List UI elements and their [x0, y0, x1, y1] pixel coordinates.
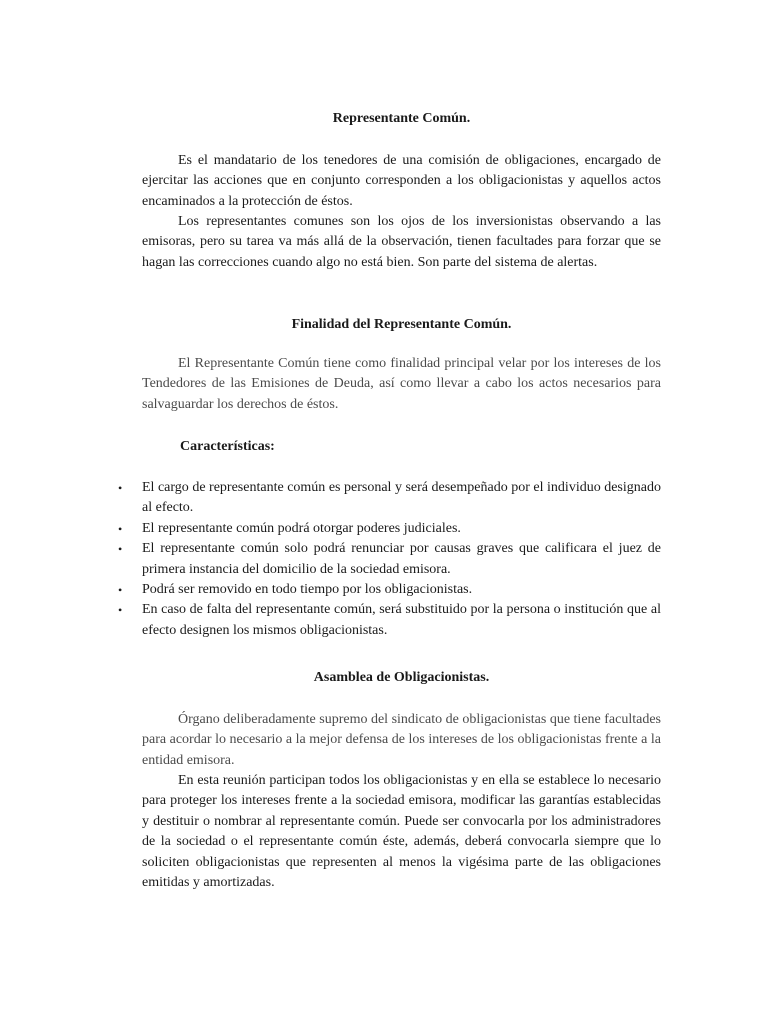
- list-item-text: El representante común solo podrá renunciar por causas graves que calificara el juez de primera instancia del domicilio de la sociedad emisora.: [142, 541, 661, 577]
- paragraph-definition: Es el mandatario de los tenedores de una comisión de obligaciones, encargado de ejercitar las acciones que en conjunto corresponden a los obligacionistas y aquellos actos encaminados a la protección de éstos.: [142, 153, 661, 209]
- section-title-finalidad: Finalidad del Representante Común.: [291, 317, 512, 332]
- section-title-representante-comun: Representante Común.: [332, 111, 471, 126]
- paragraph-finalidad: El Representante Común tiene como finalidad principal velar por los intereses de los Tendedores de las Emisiones de Deuda, así como llevar a cabo los actos necesarios para salvaguardar los derechos de éstos.: [142, 356, 661, 412]
- bullet-icon: •: [118, 603, 123, 618]
- list-item-text: En caso de falta del representante común, será substituido por la persona o institución que al efecto designen los mismos obligacionistas.: [142, 602, 661, 638]
- list-item-text: El representante común podrá otorgar poderes judiciales.: [142, 520, 461, 536]
- list-item: [118, 519, 661, 539]
- list-item-text: El cargo de representante común es personal y será desempeñado por el individuo designado al efecto.: [142, 480, 661, 516]
- section-title-caracteristicas: Características:: [180, 439, 275, 454]
- paragraph-asamblea-definition: Órgano deliberadamente supremo del sindicato de obligacionistas que tiene facultades para acordar lo necesario a la mejor defensa de los intereses de los obligacionistas frente a la entidad emisora.: [142, 712, 661, 768]
- bullet-icon: •: [118, 542, 123, 557]
- characteristics-list: [118, 478, 661, 641]
- bullet-icon: •: [118, 521, 123, 536]
- list-item: [118, 580, 661, 600]
- paragraph-role: Los representantes comunes son los ojos de los inversionistas observando a las emisoras, pero su tarea va más allá de la observación, tienen facultades para forzar que se hagan las correcciones cuando algo no está bien. Son parte del sistema de alertas.: [142, 214, 661, 270]
- list-item: [118, 539, 661, 580]
- bullet-icon: •: [118, 583, 123, 598]
- list-item: [118, 478, 661, 519]
- list-item: [118, 600, 661, 641]
- paragraph-asamblea-details: En esta reunión participan todos los obligacionistas y en ella se establece lo necesario para proteger los intereses frente a la sociedad emisora, modificar las garantías establecidas y destituir o nombrar al representante común. Puede ser convocarla por los administradores de la sociedad o el representante común éste, además, deberá convocarla siempre que lo soliciten obligacionistas que representen al menos la vigésima parte de las obligaciones emitidas y amortizadas.: [142, 773, 661, 891]
- bullet-icon: •: [118, 481, 123, 495]
- list-item-text: Podrá ser removido en todo tiempo por los obligacionistas.: [142, 582, 473, 598]
- section-title-asamblea: Asamblea de Obligacionistas.: [313, 670, 490, 685]
